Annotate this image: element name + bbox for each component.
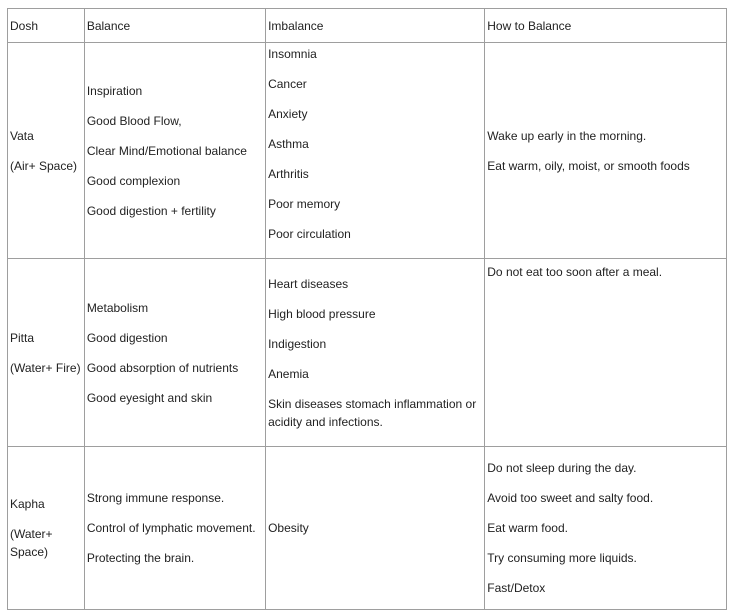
how-item: Fast/Detox xyxy=(487,581,546,595)
dosh-elements: (Water+ Space) xyxy=(10,527,53,559)
dosh-name: Vata xyxy=(10,128,34,143)
dosh-cell-kapha xyxy=(8,447,85,610)
how-item: Do not eat too soon after a meal. xyxy=(487,265,663,279)
dosh-name: Pitta xyxy=(10,330,35,345)
imbalance-item: Heart diseases xyxy=(268,276,349,291)
dosh-name: Kapha xyxy=(10,497,45,511)
imbalance-cell-pitta xyxy=(266,259,485,447)
how-item: Avoid too sweet and salty food. xyxy=(487,491,654,505)
balance-item: Metabolism xyxy=(86,300,149,315)
balance-cell-pitta xyxy=(84,259,265,447)
table-row-vata xyxy=(8,43,727,259)
how-item: Do not sleep during the day. xyxy=(487,461,637,475)
balance-item: Good digestion + fertility xyxy=(86,203,216,218)
balance-item: Good complexion xyxy=(86,173,181,188)
how-item: Try consuming more liquids. xyxy=(487,551,637,565)
dosh-elements: (Water+ Fire) xyxy=(10,360,81,375)
how-cell-kapha xyxy=(485,447,727,610)
balance-cell-kapha xyxy=(84,447,265,610)
imbalance-item: Poor memory xyxy=(268,197,341,211)
balance-item: Good eyesight and skin xyxy=(86,390,213,405)
table-row-pitta xyxy=(8,259,727,447)
imbalance-item: Cancer xyxy=(268,77,307,91)
table-row-kapha xyxy=(8,447,727,610)
imbalance-cell-kapha xyxy=(266,447,485,610)
balance-item: Good Blood Flow, xyxy=(86,113,182,128)
how-item: Eat warm food. xyxy=(487,521,568,535)
how-cell-vata xyxy=(485,43,727,259)
imbalance-cell-vata xyxy=(266,43,485,259)
imbalance-item: Indigestion xyxy=(268,336,327,351)
balance-item: Control of lymphatic movement. xyxy=(86,521,256,535)
dosha-table xyxy=(7,8,727,610)
how-cell-pitta xyxy=(485,259,727,447)
balance-item: Good absorption of nutrients xyxy=(86,360,239,375)
imbalance-item: Arthritis xyxy=(268,167,309,181)
balance-item: Strong immune response. xyxy=(86,491,225,505)
dosh-elements: (Air+ Space) xyxy=(10,158,78,173)
imbalance-item: Anxiety xyxy=(268,107,308,121)
dosh-cell-pitta xyxy=(8,259,85,447)
dosh-cell-vata xyxy=(8,43,85,259)
how-item: Wake up early in the morning. xyxy=(487,128,647,143)
imbalance-item: High blood pressure xyxy=(268,306,376,321)
how-item: Eat warm, oily, moist, or smooth foods xyxy=(487,158,690,173)
header-balance: Balance xyxy=(84,9,265,43)
balance-item: Good digestion xyxy=(86,330,168,345)
balance-cell-vata xyxy=(84,43,265,259)
imbalance-item: Asthma xyxy=(268,137,309,151)
balance-item: Inspiration xyxy=(86,83,143,98)
header-imbalance: Imbalance xyxy=(266,9,485,43)
imbalance-item: Anemia xyxy=(268,366,309,381)
imbalance-item: Poor circulation xyxy=(268,227,351,241)
header-how-to-balance: How to Balance xyxy=(485,9,727,43)
imbalance-item: Obesity xyxy=(268,521,309,535)
imbalance-item: Insomnia xyxy=(268,47,317,61)
imbalance-item: Skin diseases stomach inflammation or acidity and infections. xyxy=(268,396,477,429)
header-dosh: Dosh xyxy=(8,9,85,43)
balance-item: Protecting the brain. xyxy=(86,551,195,565)
table-header-row xyxy=(8,9,727,43)
balance-item: Clear Mind/Emotional balance xyxy=(86,143,247,158)
